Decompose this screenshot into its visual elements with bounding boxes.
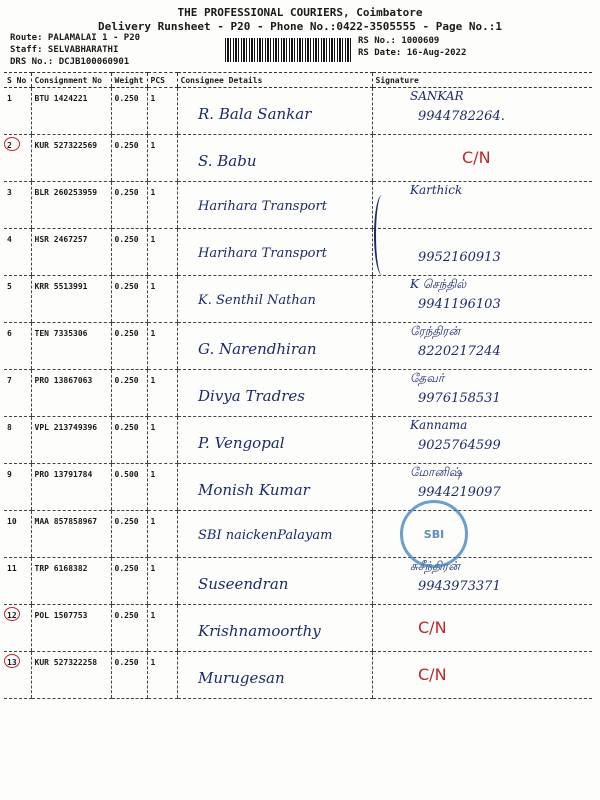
handwritten-phone: 9944219097 (418, 485, 501, 500)
cn-mark: C/N (418, 665, 447, 684)
cell-sno: 5 (4, 276, 31, 323)
cell-pcs: 1 (147, 464, 177, 511)
cell-pcs: 1 (147, 417, 177, 464)
cell-consignment: KUR 527322569 (31, 135, 111, 182)
handwritten-consignee: S. Babu (198, 152, 257, 170)
cell-pcs: 1 (147, 511, 177, 558)
handwritten-consignee: Divya Tradres (198, 387, 305, 405)
cell-consignment: TRP 6168382 (31, 558, 111, 605)
cell-weight: 0.250 (111, 88, 147, 135)
handwritten-phone: 8220217244 (418, 344, 501, 359)
cell-sno: 7 (4, 370, 31, 417)
handwritten-signature: Kannama (410, 418, 468, 432)
handwritten-consignee: R. Bala Sankar (198, 105, 312, 123)
handwritten-phone: 9944782264. (418, 109, 505, 124)
company-name: THE PROFESSIONAL COURIERS, Coimbatore (177, 6, 423, 19)
cell-pcs: 1 (147, 135, 177, 182)
col-consignment: Consignment No (31, 73, 111, 88)
handwritten-signature: மோனிஷ் (410, 465, 463, 479)
red-circle-mark (4, 607, 20, 621)
col-signature: Signature (372, 73, 592, 88)
cell-consignment: PRO 13791784 (31, 464, 111, 511)
cell-pcs: 1 (147, 88, 177, 135)
drs-label: DRS No.: DCJB100060901 (10, 57, 130, 67)
cell-weight: 0.250 (111, 511, 147, 558)
runsheet-table (4, 72, 592, 699)
cell-sno: 1 (4, 88, 31, 135)
cell-sno: 9 (4, 464, 31, 511)
handwritten-consignee: K. Senthil Nathan (198, 293, 316, 308)
cell-consignment: BLR 260253959 (31, 182, 111, 229)
cell-weight: 0.250 (111, 652, 147, 699)
handwritten-signature: K செந்தில் (410, 277, 467, 291)
cell-sno: 2 (4, 135, 31, 182)
table-header-row (4, 73, 592, 88)
table-row (4, 558, 592, 605)
col-weight: Weight (111, 73, 147, 88)
cell-consignment: KUR 527322258 (31, 652, 111, 699)
cell-weight: 0.250 (111, 323, 147, 370)
cell-pcs: 1 (147, 229, 177, 276)
cell-pcs: 1 (147, 605, 177, 652)
cell-pcs: 1 (147, 652, 177, 699)
col-pcs: PCS (147, 73, 177, 88)
handwritten-consignee: Harihara Transport (198, 246, 327, 261)
handwritten-phone: 9943973371 (418, 579, 501, 594)
table-row (4, 135, 592, 182)
cell-weight: 0.250 (111, 605, 147, 652)
cell-consignment: HSR 2467257 (31, 229, 111, 276)
handwritten-phone: 9941196103 (418, 297, 501, 312)
handwritten-consignee: Harihara Transport (198, 199, 327, 214)
cell-signature (372, 652, 592, 699)
cell-consignment: BTU 1424221 (31, 88, 111, 135)
table-row (4, 652, 592, 699)
bracket-mark (374, 195, 390, 275)
cell-weight: 0.250 (111, 229, 147, 276)
cell-consignment: TEN 7335306 (31, 323, 111, 370)
cell-sno: 11 (4, 558, 31, 605)
barcode (225, 38, 353, 62)
handwritten-signature: ரேந்திரன் (410, 324, 461, 338)
red-circle-mark (4, 137, 20, 151)
handwritten-signature: தேவர் (410, 371, 445, 385)
handwritten-signature: சுசீந்திரன் (410, 559, 460, 573)
rs-date: RS Date: 16-Aug-2022 (358, 48, 467, 58)
cell-sno: 3 (4, 182, 31, 229)
cell-signature (372, 182, 592, 229)
cell-consignment: VPL 213749396 (31, 417, 111, 464)
stamp-text: SBI (423, 527, 445, 541)
handwritten-consignee: Krishnamoorthy (198, 622, 321, 640)
route-label: Route: PALAMALAI 1 - P20 (10, 33, 141, 43)
handwritten-phone: 9025764599 (418, 438, 501, 453)
col-sno: S No (4, 73, 31, 88)
cell-pcs: 1 (147, 370, 177, 417)
handwritten-signature: SANKAR (410, 89, 464, 103)
handwritten-signature: Karthick (410, 183, 463, 197)
cell-consignment: POL 1507753 (31, 605, 111, 652)
rs-number: RS No.: 1000609 (358, 36, 440, 46)
cell-signature (372, 605, 592, 652)
cell-weight: 0.500 (111, 464, 147, 511)
cell-sno: 4 (4, 229, 31, 276)
staff-label: Staff: SELVABHARATHI (10, 45, 119, 55)
handwritten-phone: 9976158531 (418, 391, 501, 406)
handwritten-consignee: Monish Kumar (198, 481, 310, 499)
handwritten-consignee: Murugesan (198, 669, 285, 687)
table-row (4, 417, 592, 464)
cell-sno: 12 (4, 605, 31, 652)
cell-pcs: 1 (147, 182, 177, 229)
col-consignee: Consignee Details (177, 73, 372, 88)
cell-weight: 0.250 (111, 135, 147, 182)
red-circle-mark (4, 654, 20, 668)
cell-weight: 0.250 (111, 370, 147, 417)
handwritten-consignee: Suseendran (198, 575, 289, 593)
handwritten-phone: 9952160913 (418, 250, 501, 265)
cell-sno: 8 (4, 417, 31, 464)
sbi-stamp (400, 500, 468, 568)
cell-pcs: 1 (147, 558, 177, 605)
cell-consignment: PRO 13867063 (31, 370, 111, 417)
cn-mark: C/N (462, 148, 491, 167)
runsheet-title: Delivery Runsheet - P20 - Phone No.:0422-3505555 - Page No.:1 (98, 20, 502, 33)
cell-consignment: MAA 857858967 (31, 511, 111, 558)
cell-weight: 0.250 (111, 417, 147, 464)
handwritten-consignee: P. Vengopal (198, 434, 285, 452)
handwritten-consignee: SBI naickenPalayam (198, 528, 333, 543)
cell-weight: 0.250 (111, 558, 147, 605)
cell-pcs: 1 (147, 276, 177, 323)
cell-pcs: 1 (147, 323, 177, 370)
cell-sno: 6 (4, 323, 31, 370)
cell-weight: 0.250 (111, 276, 147, 323)
cell-consignment: KRR 5513991 (31, 276, 111, 323)
handwritten-consignee: G. Narendhiran (198, 340, 317, 358)
cell-sno: 10 (4, 511, 31, 558)
cell-weight: 0.250 (111, 182, 147, 229)
cell-sno: 13 (4, 652, 31, 699)
cn-mark: C/N (418, 618, 447, 637)
